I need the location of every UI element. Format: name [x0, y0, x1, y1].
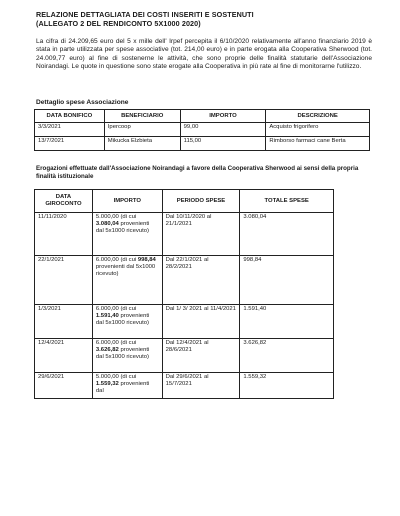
section-title-transfers: Erogazioni effettuate dall'Associazione Noirandagi a favore della Cooperativa Sherwood ai sensi della propria finalità istituzionale	[36, 165, 359, 180]
cell-total: 3.080,04	[240, 213, 334, 256]
header-cell: IMPORTO	[92, 190, 162, 213]
cell-date: 29/6/2021	[35, 373, 93, 399]
table-row	[35, 305, 334, 339]
cell-beneficiary: Mikucka Elzbieta	[104, 137, 180, 151]
cell-amount: 115,00	[180, 137, 266, 151]
title-line-1: RELAZIONE DETTAGLIATA DEI COSTI INSERITI E SOSTENUTI	[36, 10, 254, 19]
header-cell: IMPORTO	[180, 110, 266, 123]
cell-date: 11/11/2020	[35, 213, 93, 256]
amount-5x1000: 1.559,32	[95, 381, 119, 387]
cell-date: 13/7/2021	[35, 137, 105, 151]
cell-total: 3.626,82	[240, 339, 334, 373]
table-row	[35, 339, 334, 373]
cell-description: Rimborso farmaci cane Berta	[266, 137, 370, 151]
cell-amount	[92, 373, 162, 399]
cell-date: 3/3/2021	[35, 123, 105, 137]
amount-note: provenienti dal 5x1000 ricevuto)	[95, 264, 156, 277]
cell-period: Dal 12/4/2021 al 28/6/2021	[162, 339, 240, 373]
table-header-row	[35, 190, 334, 213]
header-cell: DESCRIZIONE	[266, 110, 370, 123]
expenses-table	[34, 109, 370, 151]
cell-date: 22/1/2021	[35, 256, 93, 305]
amount-5x1000: 3.080,04	[95, 221, 119, 227]
amount-text: 5.000,00 (di cui	[95, 214, 137, 220]
cell-amount	[92, 213, 162, 256]
cell-description: Acquisto frigorifero	[266, 123, 370, 137]
cell-amount: 99,00	[180, 123, 266, 137]
cell-date: 1/3/2021	[35, 305, 93, 339]
transfers-table	[34, 189, 334, 399]
amount-text: 6.000,00 (di cui	[95, 306, 137, 312]
table-header-row	[35, 110, 370, 123]
header-cell: DATA GIROCONTO	[35, 190, 93, 213]
cell-total: 1.591,40	[240, 305, 334, 339]
cell-period: Dal 29/6/2021 al 15/7/2021	[162, 373, 240, 399]
amount-5x1000: 998,84	[137, 257, 156, 263]
header-cell: BENEFICIARIO	[104, 110, 180, 123]
cell-period: Dal 1/ 3/ 2021 al 11/4/2021	[162, 305, 240, 339]
cell-period: Dal 10/11/2020 al 21/1/2021	[162, 213, 240, 256]
cell-total: 1.559,32	[240, 373, 334, 399]
document-title	[36, 10, 376, 28]
intro-paragraph: La cifra di 24.209,65 euro del 5 x mille dell' Irpef percepita il 6/10/2020 relativamente all'anno finanziario 2019 è stata in parte utilizzata per spese associative (tot. 214,00 euro) e in parte erogata alla Cooperativa Sherwood (tot. 24.009,77 euro) al fine di sostenerne le attività, che sono proprie delle finalità statutarie dell'Associazione Noirandagi. Le quote in questione sono state erogate alla Cooperativa in più rate al fine di monitorarne l'utilizzo.	[36, 38, 372, 71]
cell-amount	[92, 305, 162, 339]
amount-text: 6.000,00 (di cui	[95, 340, 137, 346]
cell-date: 12/4/2021	[35, 339, 93, 373]
amount-5x1000: 1.591,40	[95, 313, 119, 319]
cell-period: Dal 22/1/2021 al 28/2/2021	[162, 256, 240, 305]
table-row	[35, 373, 334, 399]
amount-note: provenienti dal 5x1000 ricevuto)	[95, 313, 150, 326]
amount-text: 5.000,00 (di cui	[95, 374, 137, 380]
title-line-2: (ALLEGATO 2 DEL RENDICONTO 5X1000 2020)	[36, 19, 201, 28]
table-row	[35, 123, 370, 137]
amount-note: provenienti dal	[95, 381, 150, 394]
amount-note: provenienti dal 5x1000 ricevuto)	[95, 221, 150, 234]
section-title-expenses: Dettaglio spese Associazione	[36, 99, 129, 106]
amount-note: provenienti dal 5x1000 ricevuto)	[95, 347, 150, 360]
header-cell: PERIODO SPESE	[162, 190, 240, 213]
header-cell: DATA BONIFICO	[35, 110, 105, 123]
header-cell: TOTALE SPESE	[240, 190, 334, 213]
cell-beneficiary: Ipercoop	[104, 123, 180, 137]
amount-text: 6.000,00 (di cui	[95, 257, 137, 263]
cell-amount	[92, 256, 162, 305]
cell-amount	[92, 339, 162, 373]
table-row	[35, 137, 370, 151]
cell-total: 998,84	[240, 256, 334, 305]
table-row	[35, 256, 334, 305]
table-row	[35, 213, 334, 256]
amount-5x1000: 3.626,82	[95, 347, 119, 353]
